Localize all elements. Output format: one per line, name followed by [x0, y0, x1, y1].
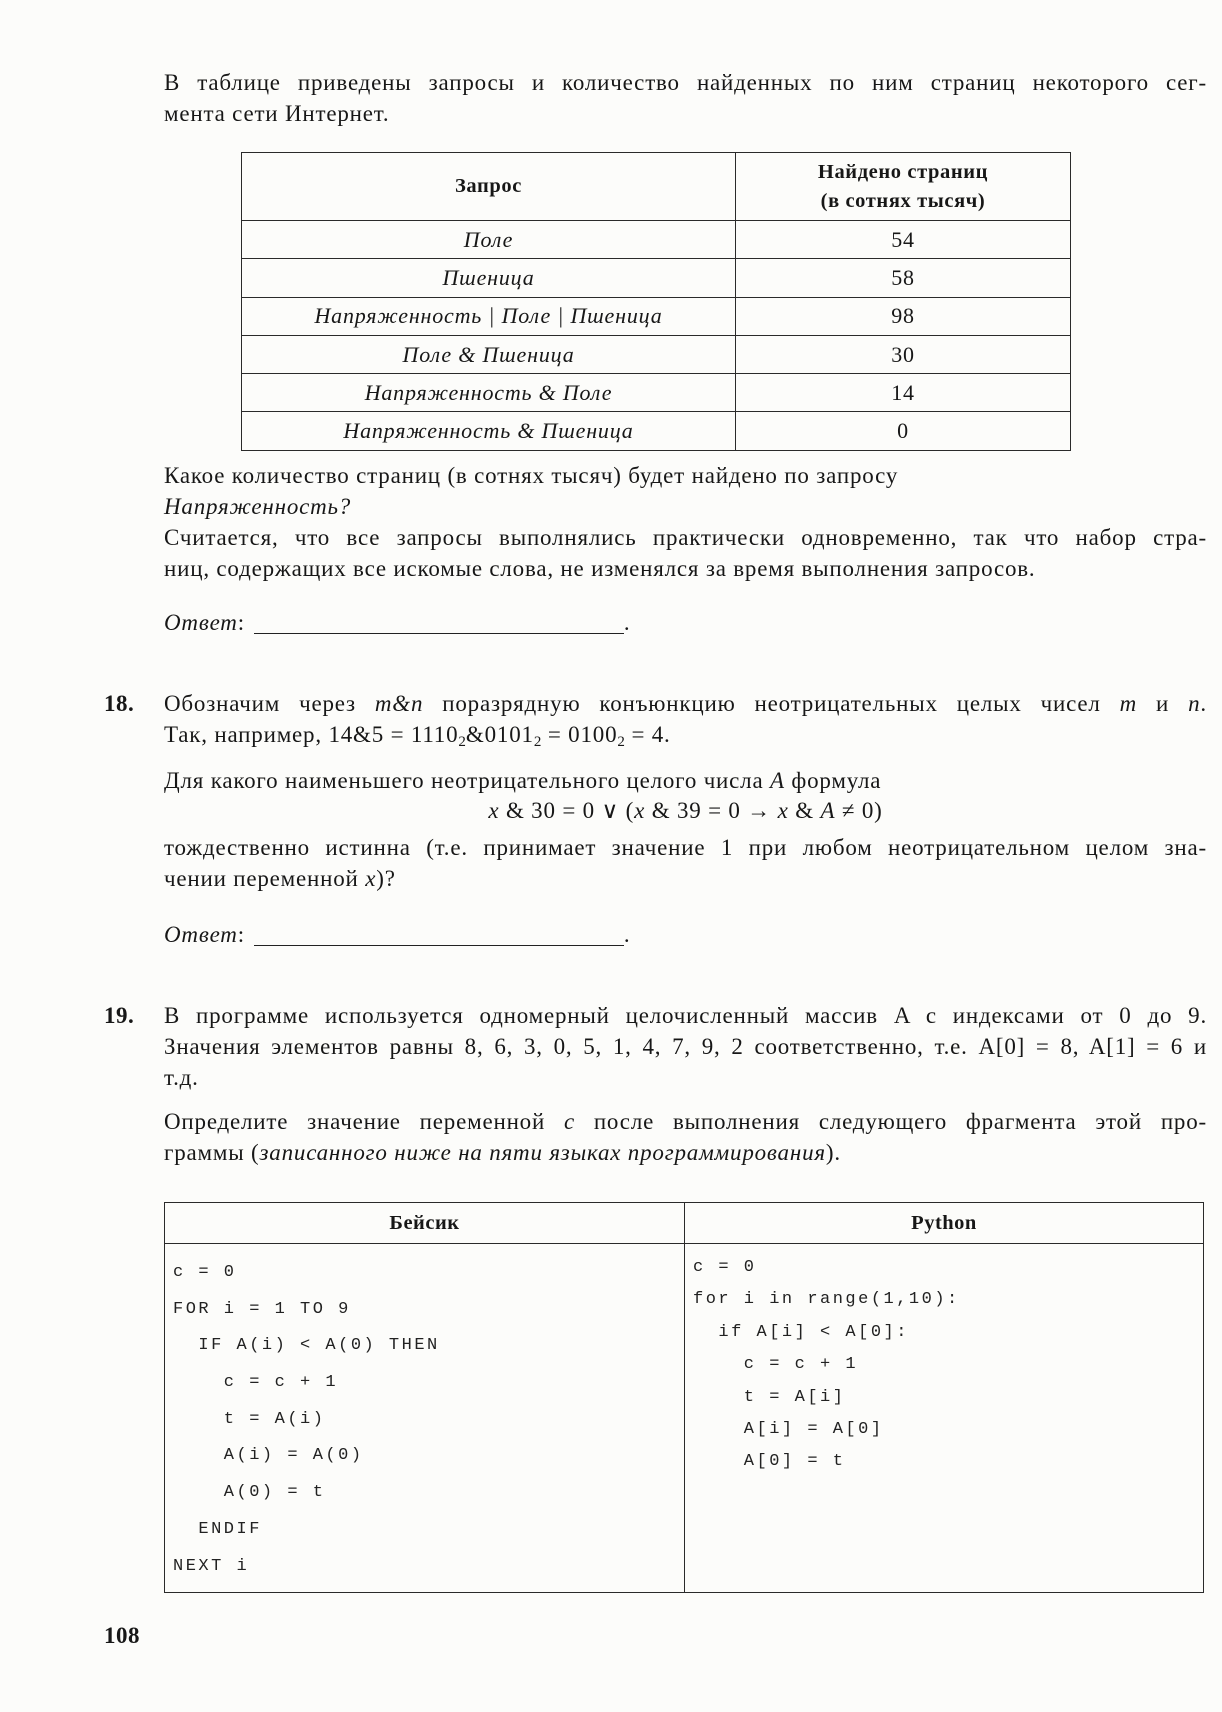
task19-line: Значения элементов равны 8, 6, 3, 0, 5, 1, 4, 7, 9, 2 соответственно, т.е. A[0] = 8, A[1] = 6 и	[164, 1034, 1207, 1059]
task19-line	[164, 1106, 1207, 1137]
pages-found-cell: 58	[736, 259, 1071, 297]
pages-found-cell: 0	[736, 412, 1071, 450]
basic-code-line: A(0) = t	[173, 1483, 326, 1503]
math-segment: m	[1119, 691, 1138, 716]
math-segment: &	[788, 798, 821, 823]
intro-paragraph	[164, 67, 1207, 129]
answer-separator: :	[237, 610, 245, 635]
query-cell: Напряженность | Поле | Пшеница	[242, 297, 736, 335]
task17-note-line: ниц, содержащих все искомые слова, не изменялся за время выполнения запросов.	[164, 556, 1036, 581]
task17-question-line: Какое количество страниц (в сотнях тысяч) будет найдено по запросу	[164, 463, 899, 488]
code-table-header-row	[165, 1203, 1204, 1244]
math-segment: m&n	[374, 691, 424, 716]
task18-line	[164, 688, 1207, 719]
pages-found-cell: 30	[736, 335, 1071, 373]
task19-line: т.д.	[164, 1065, 199, 1090]
answer-blank	[254, 923, 624, 946]
task18-number: 18.	[104, 691, 135, 716]
subscript: 2	[458, 734, 466, 750]
pages-found-cell: 54	[736, 221, 1071, 259]
table-row	[242, 259, 1071, 297]
text-segment: Для какого наименьшего неотрицательного целого числа	[164, 768, 771, 793]
basic-code-line: FOR i = 1 TO 9	[173, 1299, 351, 1319]
answer-label: Ответ	[164, 610, 238, 635]
text-segment: ).	[825, 1140, 841, 1165]
math-segment: A	[770, 768, 785, 793]
task18-formula	[164, 795, 1207, 826]
task17-query-term: Напряженность?	[164, 494, 352, 519]
math-segment: & 39 = 0 →	[645, 798, 778, 823]
task18-condition	[164, 832, 1207, 894]
task18-line	[164, 719, 1207, 750]
answer-label: Ответ	[164, 922, 238, 947]
task18-line: тождественно истинна (т.е. принимает значение 1 при любом неотрицательном целом зна-	[164, 835, 1207, 860]
query-cell: Поле & Пшеница	[242, 335, 736, 373]
python-code-line: c = c + 1	[693, 1355, 859, 1375]
task17-answer	[164, 607, 1207, 638]
table-row	[242, 335, 1071, 373]
task17-question	[164, 460, 1207, 584]
pages-found-header-line: Найдено страниц	[817, 160, 989, 183]
basic-code-line: NEXT i	[173, 1556, 250, 1576]
text-segment: .	[1200, 691, 1207, 716]
task18-line	[164, 765, 1207, 796]
formula-line	[164, 795, 1207, 826]
text-segment: записанного ниже на пяти языках программирования	[259, 1140, 826, 1165]
query-cell: Напряженность & Пшеница	[242, 412, 736, 450]
basic-code-line: IF A(i) < A(0) THEN	[173, 1336, 440, 1356]
basic-code-line: t = A(i)	[173, 1409, 326, 1429]
query-column-header	[242, 153, 736, 221]
text-segment: Определите значение переменной	[164, 1109, 564, 1134]
intro-line: мента сети Интернет.	[164, 101, 390, 126]
pages-found-column-header	[736, 153, 1071, 221]
text-segment: = 0100	[541, 722, 618, 747]
table-row	[242, 412, 1071, 450]
query-results-table	[241, 152, 1071, 451]
subscript: 2	[533, 734, 542, 750]
task19-description	[164, 1000, 1207, 1093]
text-segment: )?	[376, 866, 396, 891]
pages-found-cell: 14	[736, 374, 1071, 412]
query-cell: Напряженность & Поле	[242, 374, 736, 412]
python-code-line: t = A[i]	[693, 1387, 846, 1407]
python-code-line: for i in range(1,10):	[693, 1290, 960, 1310]
basic-code-cell	[165, 1244, 685, 1593]
python-code-line: A[i] = A[0]	[693, 1419, 884, 1439]
python-code-line: A[0] = t	[693, 1452, 846, 1472]
text-segment: &0101	[465, 722, 534, 747]
code-table-row	[165, 1244, 1204, 1593]
subscript: 2	[617, 734, 625, 750]
math-variable: A	[820, 798, 836, 823]
text-segment: формула	[784, 768, 882, 793]
answer-end: .	[623, 610, 631, 635]
table-header-row	[242, 153, 1071, 221]
python-code-line: if A[i] < A[0]:	[693, 1322, 909, 1342]
text-segment: после выполнения следующего фрагмента этой про-	[574, 1109, 1207, 1134]
table-row	[242, 221, 1071, 259]
basic-column-header: Бейсик	[165, 1203, 685, 1244]
basic-code-line: c = 0	[173, 1263, 237, 1282]
math-segment: ≠ 0)	[835, 798, 883, 823]
text-segment: чении переменной	[164, 866, 366, 891]
math-variable: x	[488, 798, 500, 823]
pages-found-cell: 98	[736, 297, 1071, 335]
query-header-label: Запрос	[455, 175, 522, 197]
basic-code-line: c = c + 1	[173, 1373, 339, 1393]
math-segment: & 30 = 0 ∨ (	[499, 798, 635, 823]
table-row	[242, 374, 1071, 412]
math-variable: x	[777, 798, 789, 823]
text-segment: поразрядную конъюнкцию неотрицательных целых чисел	[423, 691, 1120, 716]
python-code-cell	[685, 1244, 1204, 1593]
task19-line	[164, 1137, 1207, 1168]
text-segment: Обозначим через	[164, 691, 375, 716]
code-table	[164, 1202, 1204, 1593]
basic-code-line: A(i) = A(0)	[173, 1446, 364, 1466]
query-cell: Пшеница	[242, 259, 736, 297]
task19-line: В программе используется одномерный целочисленный массив A с индексами от 0 до 9.	[164, 1003, 1207, 1028]
math-segment: n	[1188, 691, 1201, 716]
intro-line: В таблице приведены запросы и количество найденных по ним страниц некоторого сег-	[164, 70, 1207, 95]
text-segment: и	[1137, 691, 1189, 716]
page-number: 108	[104, 1623, 140, 1648]
task18-question	[164, 765, 1207, 796]
pages-found-header-line: (в сотнях тысяч)	[820, 189, 986, 212]
task19-question	[164, 1106, 1207, 1168]
task18-definition	[164, 688, 1207, 750]
text-segment: Так, например, 14&5 = 1110	[164, 722, 459, 747]
text-segment: граммы (	[164, 1140, 260, 1165]
table-row	[242, 297, 1071, 335]
task19-number: 19.	[104, 1003, 135, 1028]
answer-end: .	[623, 922, 631, 947]
task17-note-line: Считается, что все запросы выполнялись практически одновременно, так что набор стра-	[164, 525, 1207, 550]
math-variable: x	[634, 798, 646, 823]
math-variable: x	[365, 866, 377, 891]
task18-answer	[164, 919, 1207, 950]
python-column-header: Python	[685, 1203, 1204, 1244]
query-cell: Поле	[242, 221, 736, 259]
task18-line	[164, 863, 1207, 894]
math-variable: c	[563, 1109, 575, 1134]
basic-code-line: ENDIF	[173, 1519, 262, 1539]
answer-blank	[254, 611, 624, 634]
text-segment: = 4.	[624, 722, 671, 747]
answer-separator: :	[237, 922, 245, 947]
python-code-line: c = 0	[693, 1258, 757, 1277]
